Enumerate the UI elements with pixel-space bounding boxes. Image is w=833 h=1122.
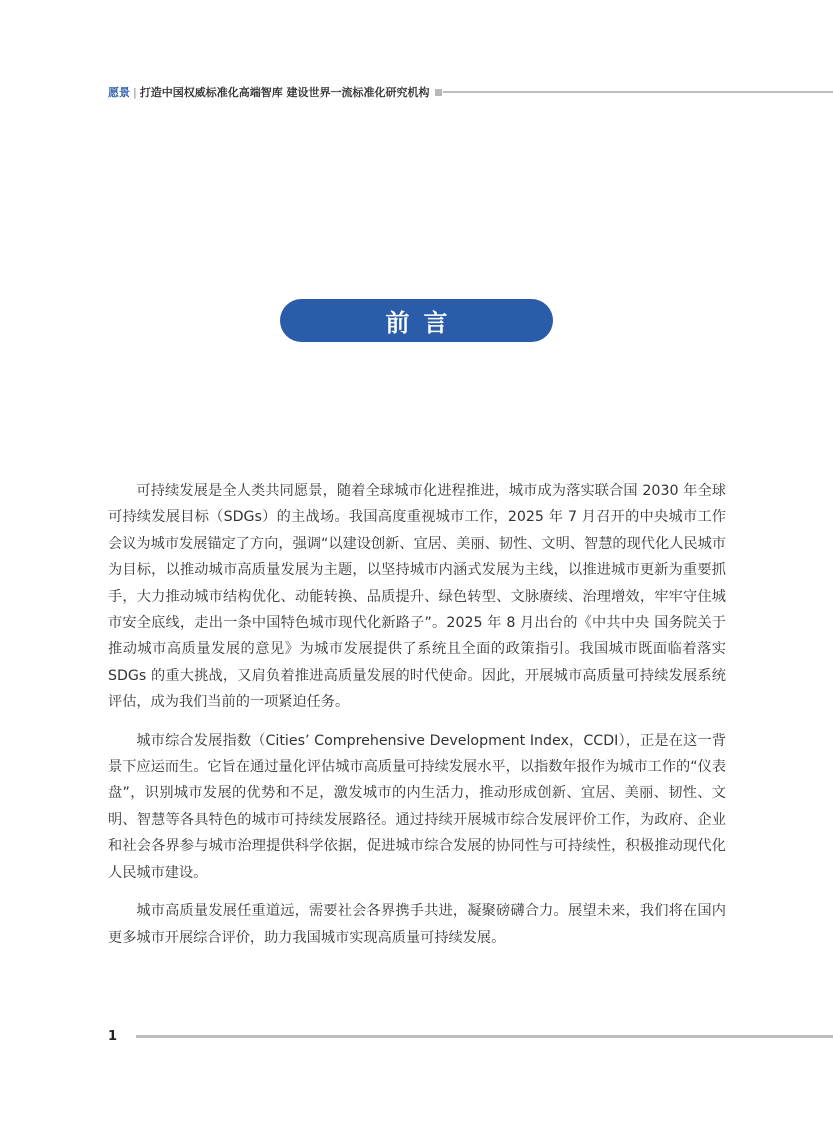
page-title: 前言 — [385, 309, 462, 337]
section-title-banner — [280, 299, 553, 342]
paragraph: 可持续发展是全人类共同愿景，随着全球城市化进程推进，城市成为落实联合国 2030 年全球可持续发展目标（SDGs）的主战场。我国高度重视城市工作，2025 年 7 月召开的中央城市工作会议为城市发展锚定了方向，强调“以建设创新、宜居、美丽、韧性、文明、智慧的现代化人民城市为目标，以推动城市高质量发展为主题，以坚持城市内涵式发展为主线，以推进城市更新为重要抓手，大力推动城市结构优化、动能转换、品质提升、绿色转型、文脉赓续、治理增效，牢牢守住城市安全底线，走出一条中国特色城市现代化新路子”。2025 年 8 月出台的《中共中央 国务院关于推动城市高质量发展的意见》为城市发展提供了系统且全面的政策指引。我国城市既面临着落实 SDGs 的重大挑战，又肩负着推进高质量发展的时代使命。因此，开展城市高质量可持续发展系统评估，成为我们当前的一项紧迫任务。 — [108, 483, 726, 711]
header-slogan: 打造中国权威标准化高端智库 建设世界一流标准化研究机构 — [139, 86, 430, 99]
page-number: 1 — [108, 1029, 118, 1044]
header-rule — [443, 91, 833, 93]
header-square-marker — [435, 89, 442, 96]
header-separator: | — [133, 85, 137, 99]
page-footer — [108, 1029, 833, 1044]
paragraph: 城市综合发展指数（Cities’ Comprehensive Development Index，CCDI），正是在这一背景下应运而生。它旨在通过量化评估城市高质量可持续发展水平，以指数年报作为城市工作的“仪表盘”，识别城市发展的优势和不足，激发城市的内生活力，推动形成创新、宜居、美丽、韧性、文明、智慧等各具特色的城市可持续发展路径。通过持续开展城市综合发展评价工作，为政府、企业和社会各界参与城市治理提供科学依据，促进城市综合发展的协同性与可持续性，积极推动现代化人民城市建设。 — [108, 732, 726, 881]
paragraph: 城市高质量发展任重道远，需要社会各界携手共进，凝聚磅礴合力。展望未来，我们将在国内更多城市开展综合评价，助力我国城市实现高质量可持续发展。 — [108, 903, 726, 946]
header-vision-label: 愿景 — [108, 86, 130, 99]
preface-body — [108, 478, 726, 963]
running-header — [108, 84, 833, 100]
footer-rule — [136, 1035, 833, 1038]
